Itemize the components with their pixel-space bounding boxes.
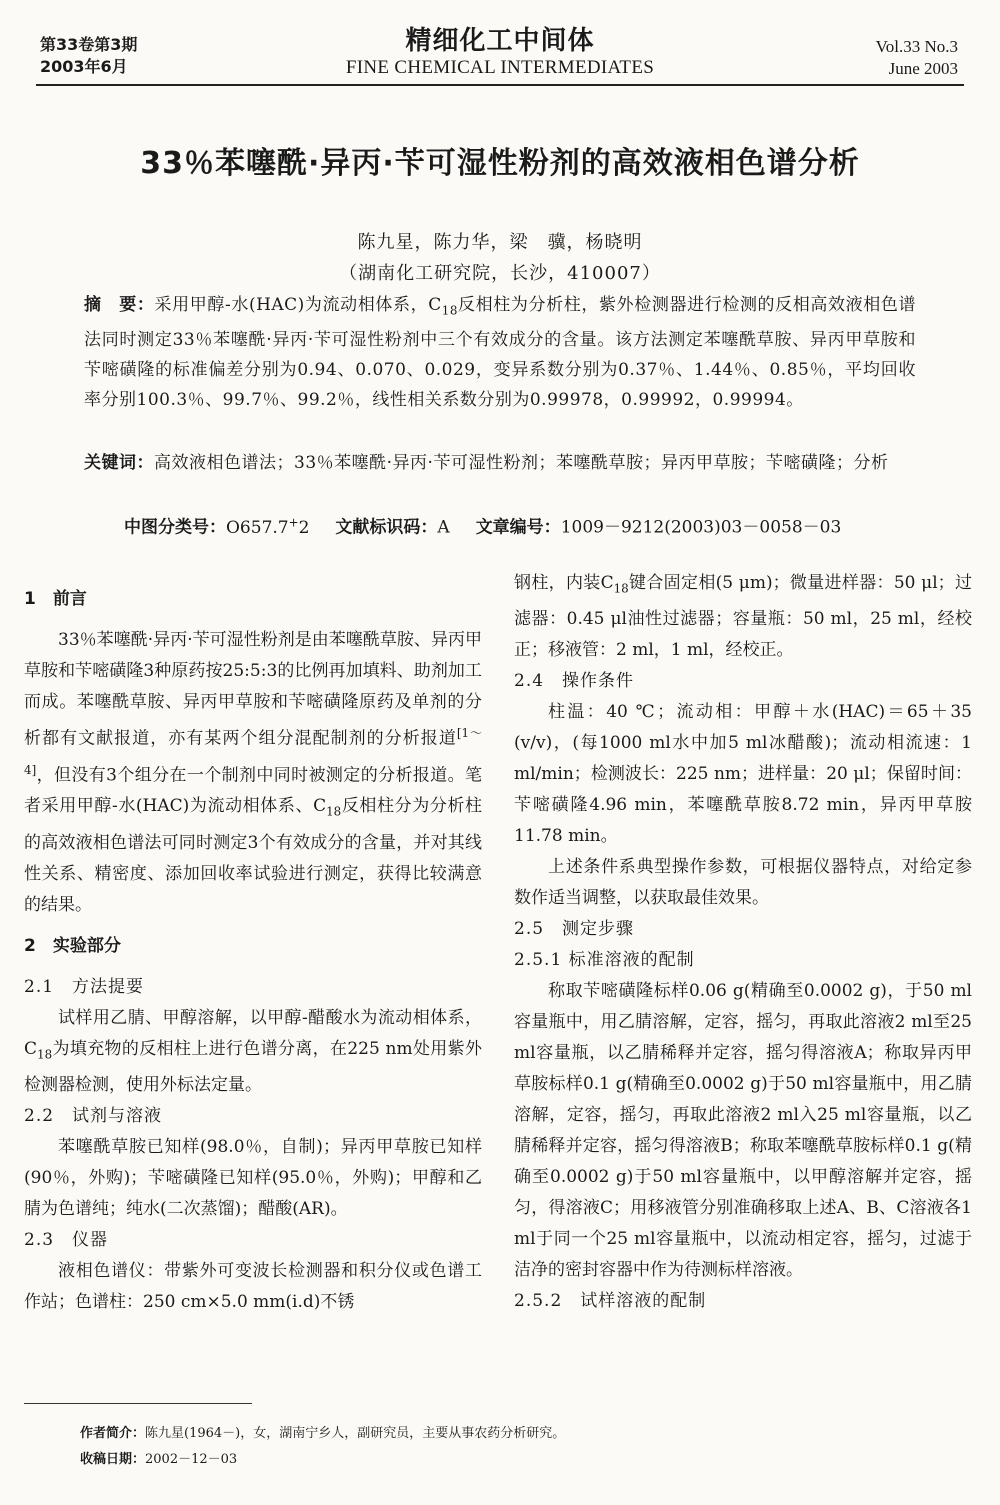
article-number-value: 1009－9212(2003)03－0058－03 <box>560 517 842 538</box>
section-2-1-paragraph <box>24 1003 482 1101</box>
footnote-rule <box>24 1403 252 1404</box>
date-en: June 2003 <box>888 59 958 78</box>
article-number-label: 文章编号： <box>475 517 561 538</box>
author-bio-text: 陈九星(1964－)，女，湖南宁乡人，副研究员，主要从事农药分析研究。 <box>145 1426 566 1441</box>
s21-subscript: 18 <box>37 1047 53 1062</box>
abstract-text-b: 反相柱为分析柱，紫外检测器进行检测的反相高效液相色谱法同时测定33％苯噻酰·异丙·苄可湿性粉剂中三个有效成分的含量。该方法测定苯噻酰草胺、异丙甲草胺和苄嘧磺隆的标准偏差分别为0.94、0.070、0.029，变异系数分别为0.37％、1.44％、0.85％，平均回收率分别100.3％、99.7％、99.2％，线性相关系数分别为0.99978，0.99992，0.99994。 <box>84 295 917 411</box>
paper-title: 33％苯噻酰·异丙·苄可湿性粉剂的高效液相色谱分析 <box>140 146 860 181</box>
keywords-label: 关键词： <box>84 453 154 473</box>
keywords <box>84 448 916 478</box>
clc-value-end: 2 <box>298 517 310 538</box>
s23-cont-text-b: 键合固定相(5 μm)；微量进样器：50 μl；过滤器：0.45 μl油性过滤器；容量瓶：50 ml，25 ml，经校正；移液管：2 ml，1 ml，经校正。 <box>514 573 972 661</box>
section-2-4-paragraph-2: 上述条件系典型操作参数，可根据仪器特点，对给定参数作适当调整，以获取最佳效果。 <box>514 857 972 909</box>
abstract-text-a: 采用甲醇-水(HAC)为流动相体系，C <box>154 295 442 315</box>
abstract-subscript: 18 <box>441 303 458 318</box>
section-2-4-paragraph: 柱温：40 ℃；流动相：甲醇＋水(HAC)＝65＋35 (v/v)，(每1000 ml水中加5 ml冰醋酸)；流动相流速：1 ml/min；检测波长：225 nm；进样量：20 μl；保留时间：苄嘧磺隆4.96 min，苯噻酰草胺8.72 min，异丙甲草胺11.78 min。 <box>514 702 972 847</box>
section-2-heading: 2 实验部分 <box>24 935 121 956</box>
section-2-5-2-heading: 2.5.2 试样溶液的配制 <box>514 1291 707 1312</box>
section-2-5-heading: 2.5 测定步骤 <box>514 919 635 940</box>
keywords-text: 高效液相色谱法；33％苯噻酰·异丙·苄可湿性粉剂；苯噻酰草胺；异丙甲草胺；苄嘧磺隆；分析 <box>154 453 889 473</box>
abstract <box>84 290 916 415</box>
clc-label: 中图分类号： <box>124 517 226 538</box>
right-column <box>514 568 972 1317</box>
doc-code-value: A <box>437 517 450 538</box>
journal-masthead <box>300 24 700 78</box>
left-column <box>24 584 482 1318</box>
volume-issue-en: Vol.33 No.3 <box>875 37 958 56</box>
author-bio-footnote <box>80 1425 940 1443</box>
section-1-paragraph <box>24 625 482 921</box>
journal-name-cn: 精细化工中间体 <box>405 26 595 56</box>
doc-code-label: 文献标识码： <box>335 517 438 538</box>
received-date-label: 收稿日期： <box>80 1452 146 1467</box>
journal-name-en: FINE CHEMICAL INTERMEDIATES <box>345 57 655 78</box>
clc-value-sup: + <box>288 515 299 529</box>
section-2-1-heading: 2.1 方法提要 <box>24 976 145 997</box>
volume-issue-cn: 第33卷第3期 <box>40 35 138 54</box>
journal-issue-en <box>876 36 958 80</box>
journal-issue-cn <box>40 34 137 78</box>
author-list: 陈九星，陈力华，梁 骥，杨晓明 <box>357 232 643 253</box>
section-2-2-heading: 2.2 试剂与溶液 <box>24 1106 163 1127</box>
affiliation: （湖南化工研究院，长沙，410007） <box>339 263 661 284</box>
section-2-3-continued <box>514 568 972 666</box>
s1-subscript: 18 <box>326 804 342 819</box>
section-2-2-paragraph: 苯噻酰草胺已知样(98.0％，自制)；异丙甲草胺已知样(90％，外购)；苄嘧磺隆已知样(95.0％，外购)；甲醇和乙腈为色谱纯；纯水(二次蒸馏)；醋酸(AR)。 <box>24 1137 482 1220</box>
abstract-label: 摘 要： <box>84 295 155 315</box>
received-date-footnote <box>80 1451 940 1469</box>
s23-cont-text-a: 钢柱，内装C <box>514 573 614 593</box>
header-rule <box>36 84 964 86</box>
section-2-5-1-heading: 2.5.1 标准溶液的配制 <box>514 950 695 971</box>
section-1-heading: 1 前言 <box>24 589 87 609</box>
classification-line <box>124 510 924 540</box>
s21-text-a: 试样用乙腈、甲醇溶解，以甲醇-醋酸水为流动相体系，C <box>24 1007 482 1059</box>
s1-text-b: ，但没有3个组分在一个制剂中同时被测定的分析报道。笔者采用甲醇-水(HAC)为流动相体系、C <box>24 765 482 817</box>
s1-text-c: 反相柱分为分析柱的高效液相色谱法可同时测定3个有效成分的含量，并对其线性关系、精密度、添加回收率试验进行测定，获得比较满意的结果。 <box>24 796 483 915</box>
s21-text-b: 为填充物的反相柱上进行色谱分离，在225 nm处用紫外检测器检测，使用外标法定量。 <box>24 1038 482 1096</box>
citation-ref: [1～4] <box>24 726 482 777</box>
clc-value <box>226 515 310 538</box>
section-2-3-heading: 2.3 仪器 <box>24 1230 109 1251</box>
received-date-text: 2002－12－03 <box>145 1452 238 1467</box>
s1-text-a: 33％苯噻酰·异丙·苄可湿性粉剂是由苯噻酰草胺、异丙甲草胺和苄嘧磺隆3种原药按25:5:3的比例再加填料、助剂加工而成。苯噻酰草胺、异丙甲草胺和苄嘧磺隆原药及单剂的分析都有文献报道，亦有某两个组分混配制剂的分析报道 <box>24 630 482 749</box>
section-2-3-paragraph: 液相色谱仪：带紫外可变波长检测器和积分仪或色谱工作站；色谱柱：250 cm×5.0 mm(i.d)不锈 <box>24 1261 482 1313</box>
author-bio-label: 作者简介： <box>80 1426 146 1441</box>
date-cn: 2003年6月 <box>40 57 128 76</box>
section-2-5-1-paragraph: 称取苄嘧磺隆标样0.06 g(精确至0.0002 g)，于50 ml容量瓶中，用乙腈溶解，定容，摇匀，再取此溶液2 ml至25 ml容量瓶，以乙腈稀释并定容，摇匀得溶液A；称取异丙甲草胺标样0.1 g(精确至0.0002 g)于50 ml容量瓶中，用乙腈溶解，定容，摇匀，再取此溶液2 ml入25 ml容量瓶，以乙腈稀释并定容，摇匀得溶液B；称取苯噻酰草胺标样0.1 g(精确至0.0002 g)于50 ml容量瓶中，以甲醇溶解并定容，摇匀，得溶液C；用移液管分别准确移取上述A、B、C溶液各1 ml于同一个25 ml容量瓶中，以流动相定容，摇匀，过滤于洁净的密封容器中作为待测标样溶液。 <box>514 981 972 1281</box>
section-2-4-heading: 2.4 操作条件 <box>514 671 635 692</box>
s23-cont-subscript: 18 <box>613 581 629 596</box>
clc-value-main: O657.7 <box>226 517 289 538</box>
